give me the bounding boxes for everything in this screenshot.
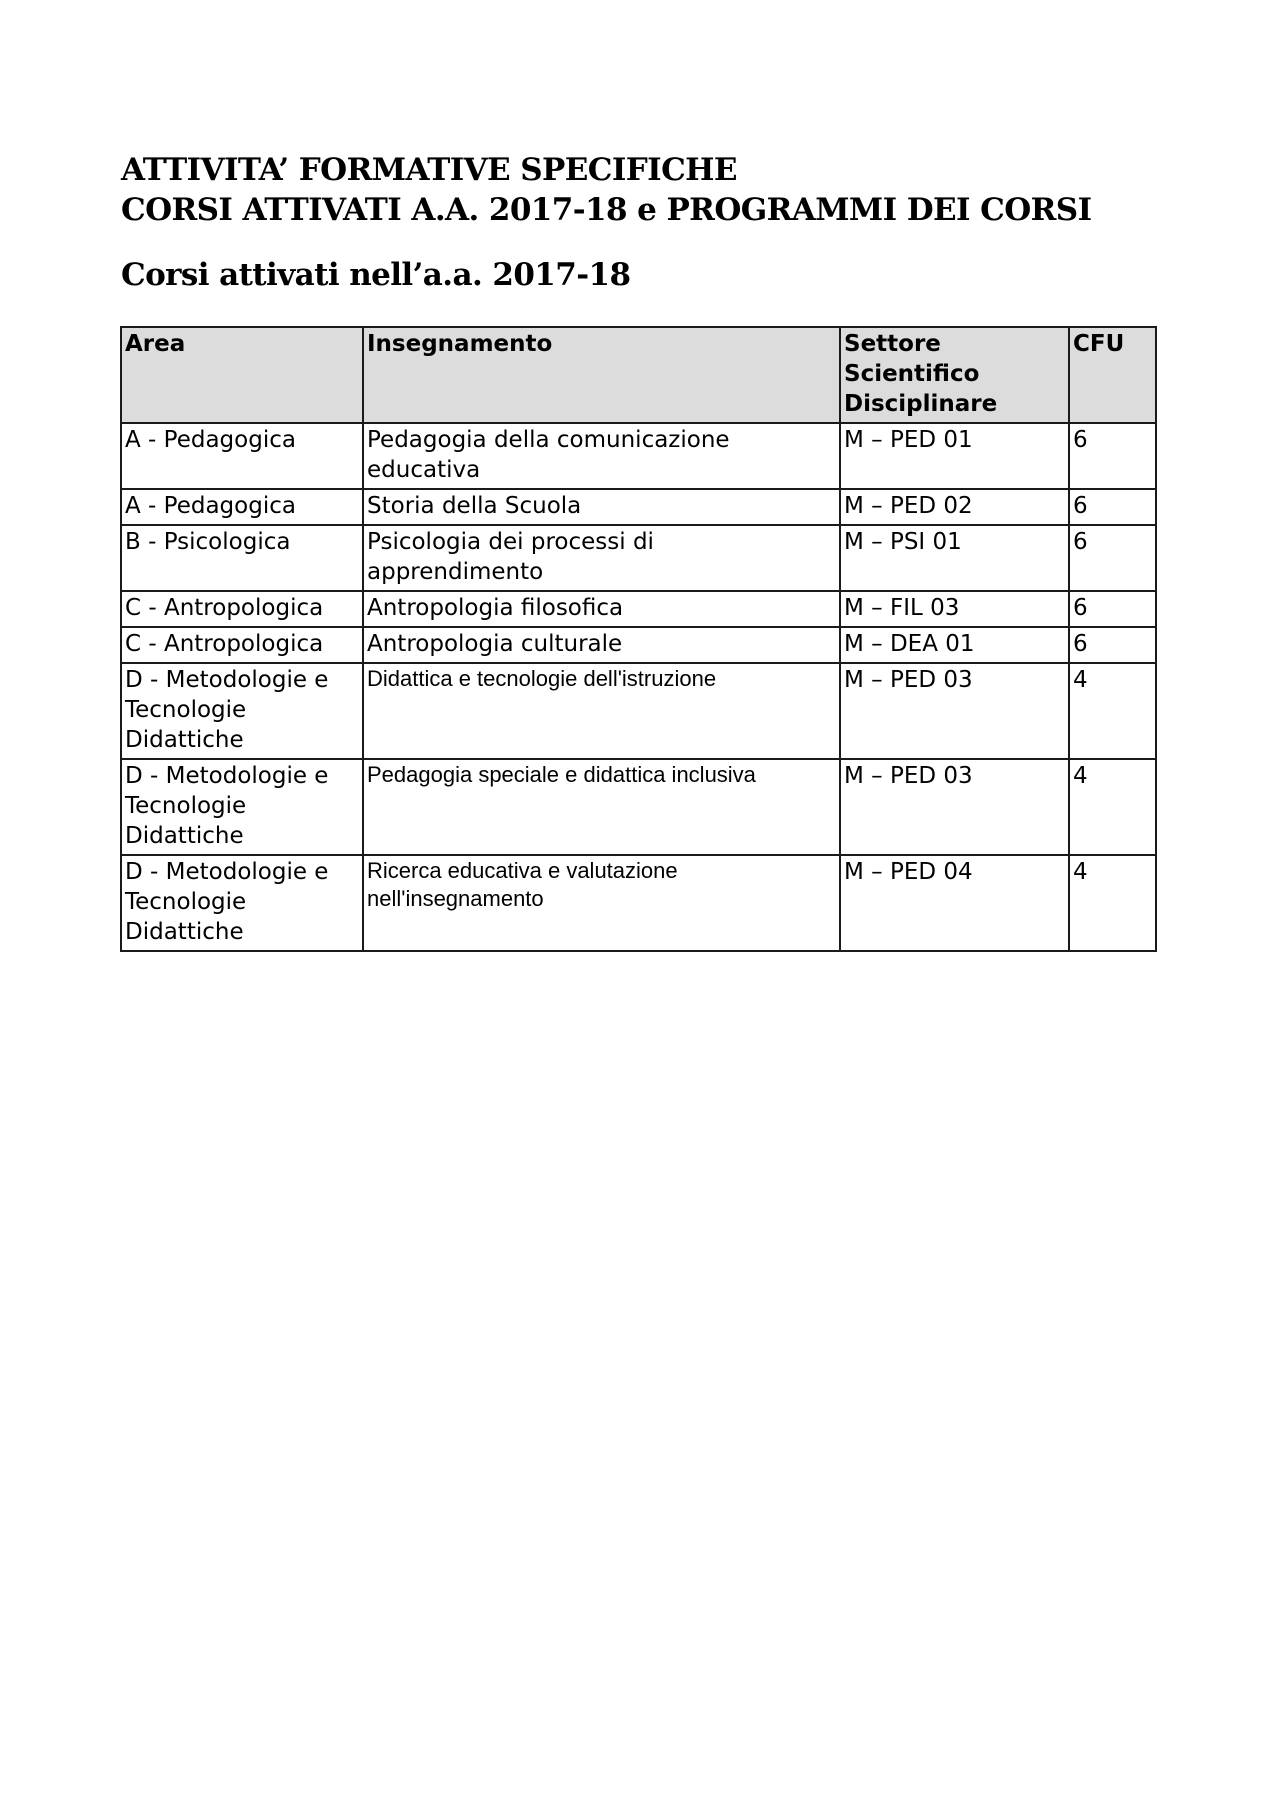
cell-area: D - Metodologie e Tecnologie Didattiche <box>121 759 363 855</box>
table-row <box>121 663 1156 759</box>
cell-settore: M – PED 03 <box>840 663 1069 759</box>
table-row <box>121 423 1156 489</box>
header-insegnamento: Insegnamento <box>363 327 840 423</box>
cell-settore: M – PED 03 <box>840 759 1069 855</box>
cell-area: B - Psicologica <box>121 525 363 591</box>
table-header-row <box>121 327 1156 423</box>
heading-line-2: CORSI ATTIVATI A.A. 2017-18 e PROGRAMMI DEI CORSI <box>121 192 1092 228</box>
cell-cfu: 4 <box>1069 663 1156 759</box>
header-settore: Settore Scientifico Disciplinare <box>840 327 1069 423</box>
cell-area: A - Pedagogica <box>121 489 363 525</box>
cell-insegnamento: Psicologia dei processi di apprendimento <box>363 525 840 591</box>
cell-cfu: 6 <box>1069 423 1156 489</box>
table-row <box>121 489 1156 525</box>
header-cfu: CFU <box>1069 327 1156 423</box>
cell-area: D - Metodologie e Tecnologie Didattiche <box>121 663 363 759</box>
table-row <box>121 591 1156 627</box>
section-subtitle: Corsi attivati nell’a.a. 2017-18 <box>121 257 631 293</box>
cell-insegnamento: Ricerca educativa e valutazione nell'insegnamento <box>363 855 840 951</box>
cell-settore: M – PSI 01 <box>840 525 1069 591</box>
table-row <box>121 525 1156 591</box>
cell-area: C - Antropologica <box>121 627 363 663</box>
cell-settore: M – FIL 03 <box>840 591 1069 627</box>
table-row <box>121 759 1156 855</box>
cell-insegnamento: Antropologia filosofica <box>363 591 840 627</box>
cell-area: D - Metodologie e Tecnologie Didattiche <box>121 855 363 951</box>
cell-area: C - Antropologica <box>121 591 363 627</box>
cell-cfu: 4 <box>1069 855 1156 951</box>
cell-settore: M – PED 02 <box>840 489 1069 525</box>
table-row <box>121 627 1156 663</box>
document-heading <box>121 150 1161 230</box>
cell-insegnamento: Pedagogia speciale e didattica inclusiva <box>363 759 840 855</box>
table-row <box>121 855 1156 951</box>
cell-cfu: 4 <box>1069 759 1156 855</box>
header-area: Area <box>121 327 363 423</box>
cell-settore: M – PED 01 <box>840 423 1069 489</box>
heading-line-1: ATTIVITA’ FORMATIVE SPECIFICHE <box>121 152 737 188</box>
cell-cfu: 6 <box>1069 627 1156 663</box>
cell-cfu: 6 <box>1069 525 1156 591</box>
cell-area: A - Pedagogica <box>121 423 363 489</box>
courses-table <box>120 326 1157 952</box>
cell-settore: M – DEA 01 <box>840 627 1069 663</box>
cell-cfu: 6 <box>1069 591 1156 627</box>
cell-insegnamento: Pedagogia della comunicazione educativa <box>363 423 840 489</box>
cell-settore: M – PED 04 <box>840 855 1069 951</box>
cell-insegnamento: Storia della Scuola <box>363 489 840 525</box>
cell-insegnamento: Antropologia culturale <box>363 627 840 663</box>
cell-cfu: 6 <box>1069 489 1156 525</box>
cell-insegnamento: Didattica e tecnologie dell'istruzione <box>363 663 840 759</box>
